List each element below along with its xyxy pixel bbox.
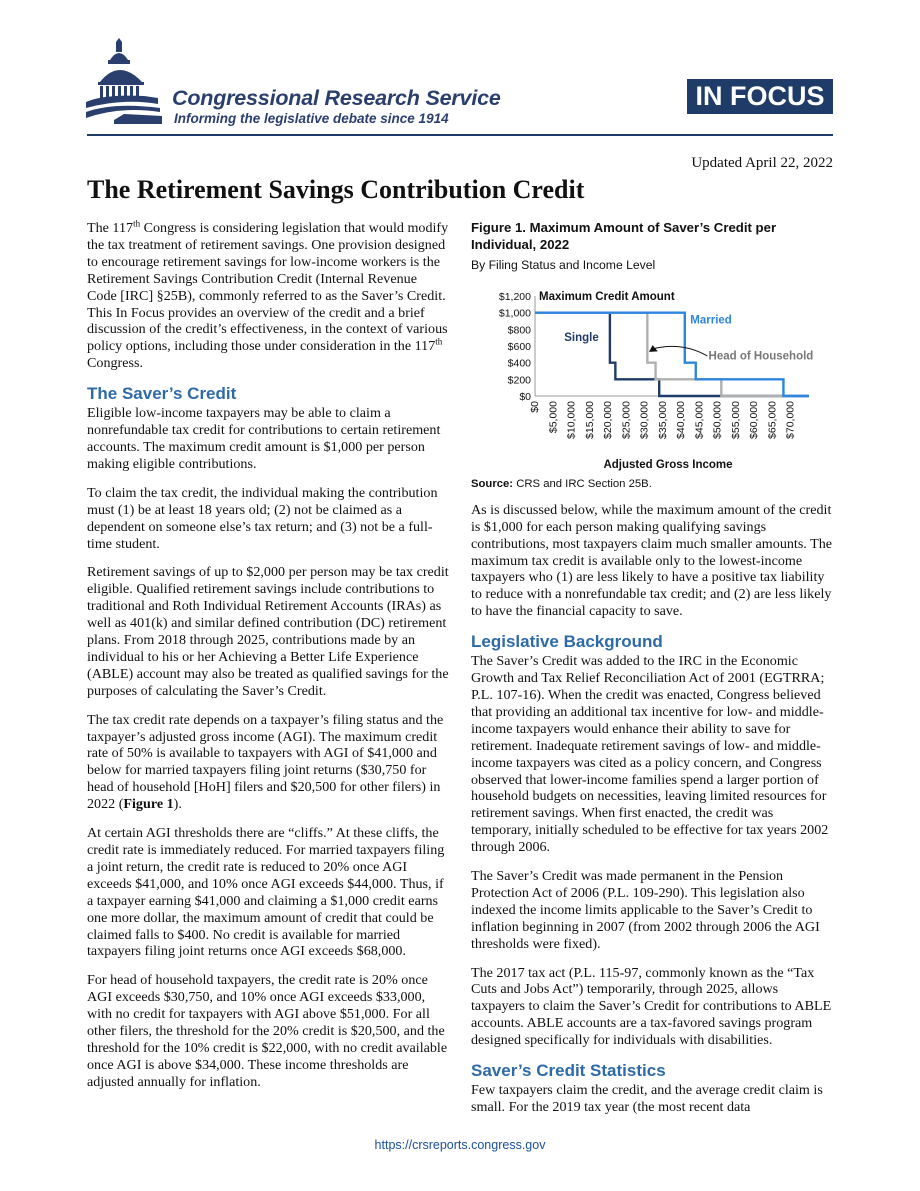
y-tick-label: $400 xyxy=(507,357,531,370)
x-tick-label: $25,000 xyxy=(620,400,633,439)
x-tick-label: $50,000 xyxy=(711,400,724,439)
paragraph: At certain AGI thresholds there are “cliffs.” At these cliffs, the credit rate is immediately reduced. For married taxpayers filing a joint return, the credit rate is reduced to 20% once AGI exceeds $41,000, and 10% once AGI exceeds $44,000. Thus, if a taxpayer earning $41,000 and claiming a $1,000 credit earns one more dollar, the maximum amount of credit that could be claimed falls to $400. No credit is available for married taxpayers filing joint returns once AGI exceeds $68,000. xyxy=(87,825,445,960)
paragraph: For head of household taxpayers, the credit rate is 20% once AGI exceeds $30,750, and 10% once AGI exceeds $33,000, with no credit for taxpayers with AGI above $51,000. For all other filers, the threshold for the 20% credit is $20,500, and the threshold for the 10% credit is $22,000, with no credit available once AGI is above $34,000. These income thresholds are adjusted annually for inflation. xyxy=(87,972,448,1090)
x-axis-title: Adjusted Gross Income xyxy=(603,458,733,471)
updated-date: Updated April 22, 2022 xyxy=(691,155,833,171)
y-tick-label: $200 xyxy=(507,374,531,387)
paragraph: As is discussed below, while the maximum amount of the credit is $1,000 for each person making qualifying savings contributions, most taxpayers claim much smaller amounts. The maximum tax credit is available only to the lowest-income taxpayers who (1) are less likely to have a positive tax liability to reduce with a nonrefundable tax credit; and (2) are less likely to have the financial capacity to save. xyxy=(471,501,833,620)
x-tick-label: $65,000 xyxy=(766,400,779,439)
intro-paragraph: The 117th Congress is considering legislation that would modify the tax treatment of retirement savings. One provision designed to encourage retirement savings for low-income workers is the Retirement Savings Contribution Credit (Internal Revenue Code [IRC] §25B), commonly referred to as the Saver’s Credit. This In Focus provides an overview of the credit and a brief discussion of the credit’s effectiveness, in the context of various policy options, including those under consideration in the 117th Congress. xyxy=(87,218,449,372)
series-label-married: Married xyxy=(690,314,732,327)
figure-title: Figure 1. Maximum Amount of Saver’s Credit per Individual, 2022 xyxy=(471,220,777,252)
heading-statistics: Saver’s Credit Statistics xyxy=(471,1061,666,1081)
figure-subtitle: By Filing Status and Income Level xyxy=(471,258,656,272)
x-tick-label: $30,000 xyxy=(638,400,651,439)
y-tick-label: $1,000 xyxy=(498,307,531,320)
arrow-line xyxy=(651,346,707,356)
heading-savers-credit: The Saver’s Credit xyxy=(87,384,237,404)
page-title: The Retirement Savings Contribution Credit xyxy=(87,175,585,204)
y-tick-label: $1,200 xyxy=(498,290,531,303)
paragraph: The tax credit rate depends on a taxpayer’s filing status and the taxpayer’s adjusted gross income (AGI). The maximum credit rate of 50% is available to taxpayers with AGI of $41,000 and below for married taxpayers filing joint returns ($30,750 for head of household [HoH] filers and $20,500 for other filers) in 2022 (Figure 1). xyxy=(87,711,444,813)
in-focus-badge: IN FOCUS xyxy=(687,79,833,114)
paragraph: The Saver’s Credit was made permanent in the Pension Protection Act of 2006 (P.L. 109-290). This legislation also indexed the income limits applicable to the Saver’s Credit to inflation beginning in 2007 (from 2002 through 2006 the AGI thresholds were fixed). xyxy=(471,868,820,952)
footer-url[interactable]: https://crsreports.congress.gov xyxy=(374,1138,546,1152)
figure-reference: Figure 1 xyxy=(123,796,174,813)
x-tick-label: $20,000 xyxy=(602,400,615,439)
chart-title: Maximum Credit Amount xyxy=(539,290,675,303)
x-tick-label: $45,000 xyxy=(693,400,706,439)
x-tick-label: $55,000 xyxy=(729,400,742,439)
org-tagline: Informing the legislative debate since 1914 xyxy=(174,111,449,126)
paragraph: To claim the tax credit, the individual making the contribution must (1) be at least 18 years old; (2) not be claimed as a dependent on someone else’s tax return; and (3) not be a full-time student. xyxy=(87,484,438,552)
x-tick-label: $5,000 xyxy=(547,400,560,434)
x-tick-label: $60,000 xyxy=(748,400,761,439)
x-tick-label: $40,000 xyxy=(675,400,688,439)
paragraph: The Saver’s Credit was added to the IRC in the Economic Growth and Tax Relief Reconciliation Act of 2001 (EGTRRA; P.L. 107-16). When the credit was enacted, Congress believed that providing an additional tax incentive for low- and middle-income taxpayers would enhance their ability to save for retirement. Inadequate retirement savings of low- and middle-income taxpayers was cited as a policy concern, and Congress observed that lower-income families spend a larger portion of household budgets on necessities, leaving limited resources for retirement savings. When first enacted, the credit was temporary, initially scheduled to be effective for tax years 2002 through 2006. xyxy=(471,653,829,856)
series-label-single: Single xyxy=(564,331,599,344)
paragraph: Retirement savings of up to $2,000 per person may be tax credit eligible. Qualified retirement savings include contributions to traditional and Roth Individual Retirement Accounts (IRAs) as well as 401(k) and similar defined contribution (DC) retirement plans. From 2018 through 2025, contributions made by an individual to his or her Achieving a Better Life Experience (ABLE) account may also be treated as qualified savings for the purposes of calculating the Saver’s Credit. xyxy=(87,564,449,699)
figure-chart xyxy=(471,284,835,474)
x-tick-label: $70,000 xyxy=(784,400,797,439)
x-tick-label: $15,000 xyxy=(583,400,596,439)
paragraph: Eligible low-income taxpayers may be able to claim a nonrefundable tax credit for contributions to certain retirement accounts. The maximum credit amount is $1,000 per person making eligible contributions. xyxy=(87,405,441,472)
x-tick-label: $10,000 xyxy=(565,400,578,439)
left-column xyxy=(87,220,449,1103)
y-tick-label: $600 xyxy=(507,340,531,353)
header-rule xyxy=(87,134,833,136)
right-column xyxy=(471,220,835,1128)
org-name: Congressional Research Service xyxy=(172,86,501,110)
figure-source: Source: CRS and IRC Section 25B. xyxy=(471,477,652,490)
paragraph: The 2017 tax act (P.L. 115-97, commonly known as the “Tax Cuts and Jobs Act”) temporarily, through 2025, allows taxpayers to claim the Saver’s Credit for contributions to ABLE accounts. ABLE accounts are a tax-favored savings program designed specifically for individuals with disabilities. xyxy=(471,964,832,1049)
heading-legislative-background: Legislative Background xyxy=(471,632,663,652)
paragraph: Few taxpayers claim the credit, and the average credit claim is small. For the 2019 tax year (the most recent data xyxy=(471,1082,823,1115)
x-tick-label: $35,000 xyxy=(656,400,669,439)
x-tick-label: $0 xyxy=(529,400,541,413)
capitol-dome-logo xyxy=(84,38,164,128)
series-label-hoh: Head of Household xyxy=(708,350,814,363)
y-tick-label: $0 xyxy=(519,390,531,403)
y-tick-label: $800 xyxy=(507,324,531,337)
page-header xyxy=(0,0,920,140)
chart-svg xyxy=(471,284,835,474)
